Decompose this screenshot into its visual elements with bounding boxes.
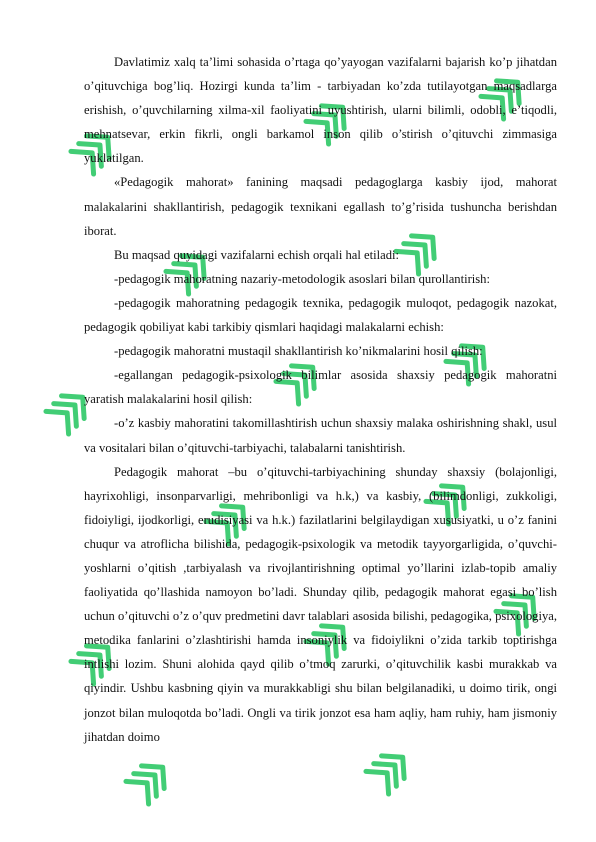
list-item-task-5: -o’z kasbiy mahoratini takomillashtirish uchun shaxsiy malaka oshirishning shakl, usul va vositalari bilan o’qituvchi-tarbiyachi, talabalarni tanishtirish. [84,416,557,455]
list-item-task-2: -pedagogik mahoratning pedagogik texnika, pedagogik muloqot, pedagogik nazokat, pedagogik qobiliyat kabi tarkibiy qismlari haqidagi malakalarni echish: [84,295,557,335]
document-text [84,50,557,749]
list-item-task-3: -pedagogik mahoratni mustaqil shakllantirish ko’nikmalarini hosil qilish: [114,344,483,359]
watermark-chevron-icon [366,746,414,794]
paragraph-definition: Pedagogik mahorat –bu o’qituvchi-tarbiyachining shunday shaxsiy (bolajonligi, hayrixohligi, insonparvarligi, mehribonligi va h.k,) va kasbiy, (bilimdonligi, zukkoligi, fidoiyligi, ijodkorligi, erudisiyasi va h.k.) fazilatlarini belgilaydigan xususiyatki, u o’z fanini chuqur va atroflicha bilishida, pedagogik-psixologik va metodik tayyorgarligida, o’quvchi-yoshlarni o’qitish ,tarbiyalash va rivojlantirishning optimal yo’llarini izlab-topib amaliy faoliyatida qo’llashida namoyon bo’ladi. Shunday qilib, pedagogik mahorat egasi bo’lish uchun o’qituvchi o’z o’quv predmetini davr talablari asosida bilishi, pedagogika, psixologiya, metodika fanlarini o’zlashtirishi hamda insoniylik va fidoiylikni o’zida tarkib toptirishga intlishi lozim. Shuni alohida qayd qilib o’tmoq zarurki, o’qituvchilik kasbi murakkab va qiyindir. Ushbu kasbning qiyin va murakkabligi shu bilan belgilanadiki, u doimo tirik, ongi jonzot bilan muloqotda bo’ladi. Ongli va tirik jonzot esa ham aqliy, ham ruhiy, ham jismoniy jihatdan doimo [84,464,557,744]
list-item-task-4: -egallangan pedagogik-psixologik bilimlar asosida shaxsiy pedagogik mahoratni yaratish malakalarini hosil qilish: [84,368,557,407]
paragraph-goal: «Pedagogik mahorat» fanining maqsadi pedagoglarga kasbiy ijod, mahorat malakalarini shakllantirish, pedagogik texnikani egallash to’g’risida tushuncha berishdan iborat. [84,175,557,238]
list-item-task-1: -pedagogik mahoratning nazariy-metodologik asoslari bilan qurollantirish: [114,271,490,286]
watermark-chevron-icon [126,756,174,804]
paragraph-tasks-lead: Bu maqsad quyidagi vazifalarni echish orqali hal etiladi: [114,247,400,262]
paragraph-intro: Davlatimiz xalq ta’limi sohasida o’rtaga qo’yayogan vazifalarni bajarish ko’p jihatdan o’qituvchiga bog’liq. Hozirgi kunda ta’lim - tarbiyadan ko’zda tutilayotgan maqsadlarga erishish, o’quvchilarning xilma-xil faoliyatini uyushtirish, ularni bilimli, odobli, e’tiqodli, mehnatsevar, erkin fikrli, ongli barkamol inson qilib o’stirish o’qituvchi zimmasiga yuklatilgan. [84,55,557,166]
